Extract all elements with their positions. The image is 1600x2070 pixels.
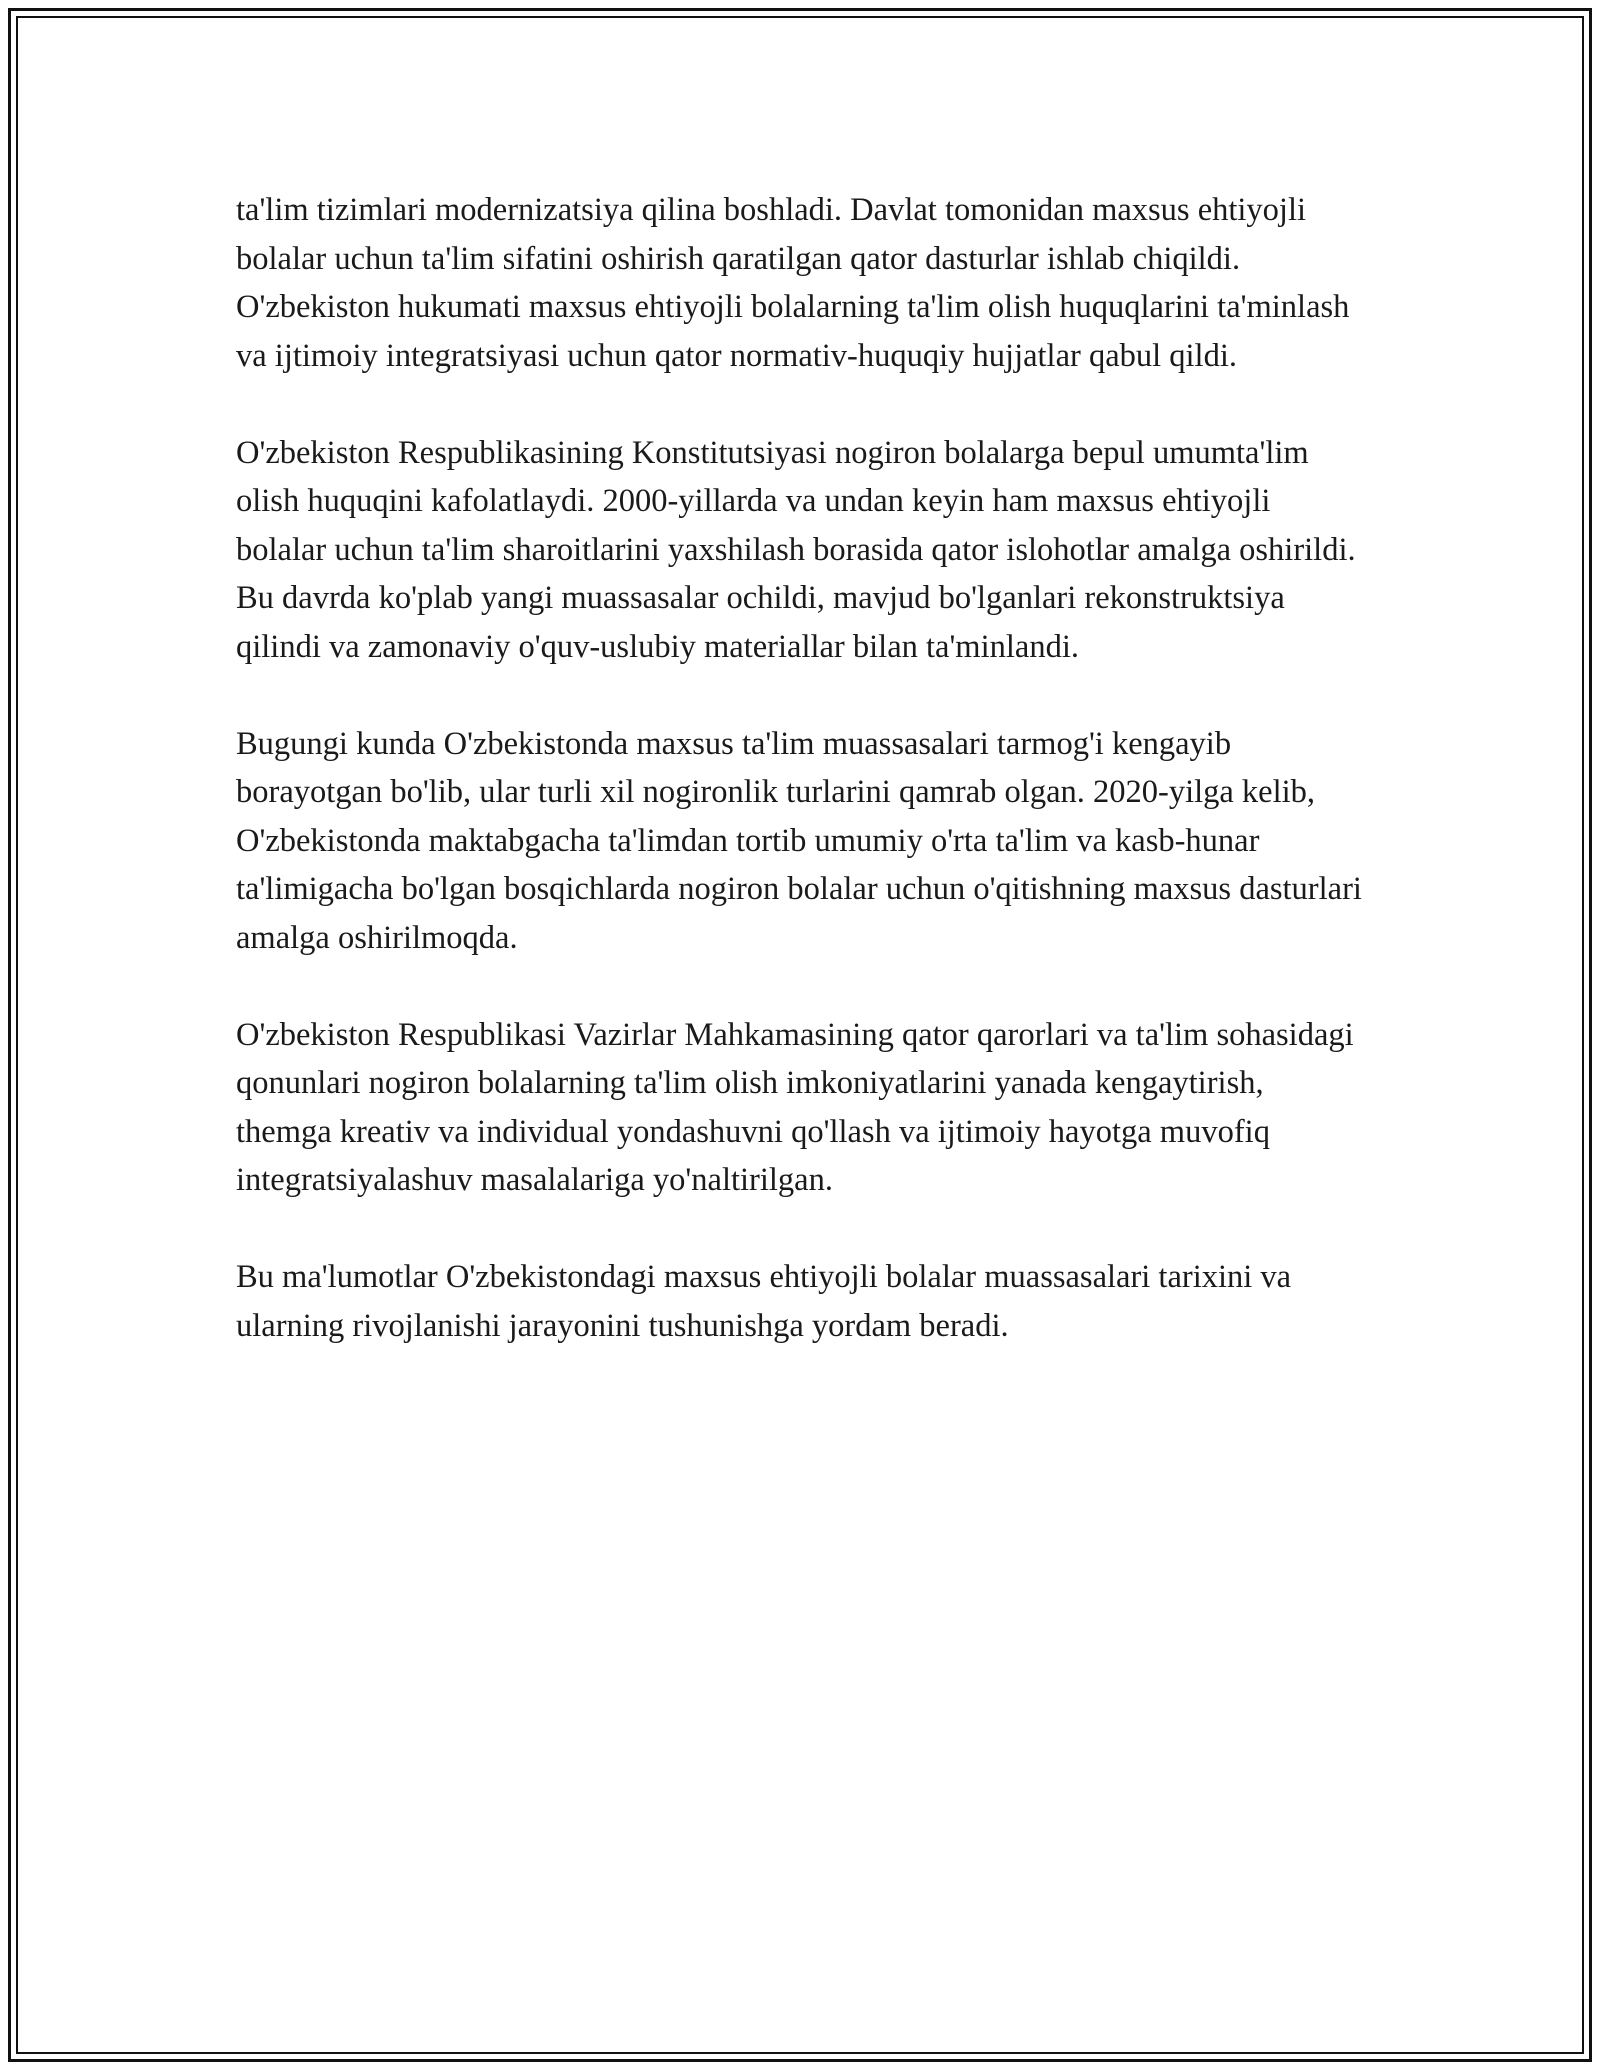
paragraph-5: Bu ma'lumotlar O'zbekistondagi maxsus ehtiyojli bolalar muassasalari tarixini va ularning rivojlanishi jarayonini tushunishga yordam beradi. — [236, 1259, 1292, 1344]
paragraph-2: O'zbekiston Respublikasining Konstitutsiyasi nogiron bolalarga bepul umumta'lim olish huquqini kafolatlaydi. 2000-yillarda va undan keyin ham maxsus ehtiyojli bolalar uchun ta'lim sharoitlarini yaxshilash borasida qator islohotlar amalga oshirildi. Bu davrda ko'plab yangi muassasalar ochildi, mavjud bo'lganlari rekonstruktsiya qilindi va zamonaviy o'quv-uslubiy materiallar bilan ta'minlandi. — [236, 434, 1356, 665]
document-body — [236, 186, 1366, 1399]
paragraph-4: O'zbekiston Respublikasi Vazirlar Mahkamasining qator qarorlari va ta'lim sohasidagi qonunlari nogiron bolalarning ta'lim olish imkoniyatlarini yanada kengaytirish, themga kreativ va individual yondashuvni qo'llash va ijtimoiy hayotga muvofiq integratsiyalashuv masalalariga yo'naltirilgan. — [236, 1016, 1354, 1198]
paragraph-1: ta'lim tizimlari modernizatsiya qilina boshladi. Davlat tomonidan maxsus ehtiyojli bolalar uchun ta'lim sifatini oshirish qaratilgan qator dasturlar ishlab chiqildi. O'zbekiston hukumati maxsus ehtiyojli bolalarning ta'lim olish huquqlarini ta'minlash va ijtimoiy integratsiyasi uchun qator normativ-huquqiy hujjatlar qabul qildi. — [236, 192, 1350, 374]
paragraph-3: Bugungi kunda O'zbekistonda maxsus ta'lim muassasalari tarmog'i kengayib borayotgan bo'lib, ular turli xil nogironlik turlarini qamrab olgan. 2020-yilga kelib, O'zbekistonda maktabgacha ta'limdan tortib umumiy o'rta ta'lim va kasb-hunar ta'limigacha bo'lgan bosqichlarda nogiron bolalar uchun o'qitishning maxsus dasturlari amalga oshirilmoqda. — [236, 725, 1362, 956]
